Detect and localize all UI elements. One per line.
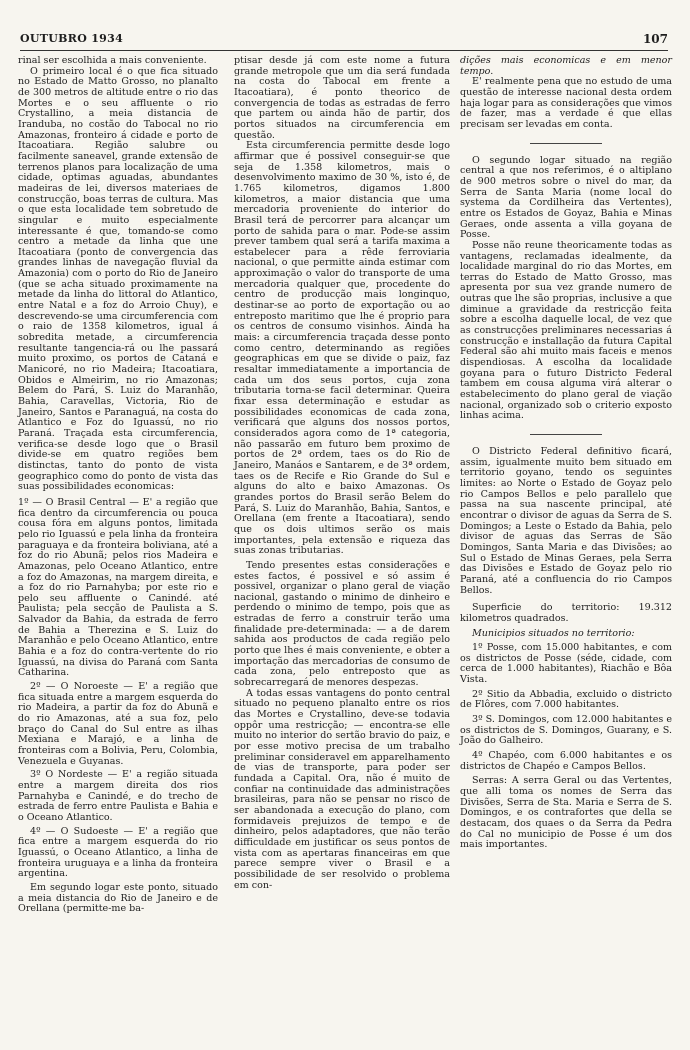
- paragraph: A todas essas vantagens do ponto central situado no pequeno planalto entre os rios das Mortes e Crystallino, deve-se todavia oppôr uma restricção; — encontra-se elle muito no interior do sertão bravio do paiz, e por esse motivo precisa de um trabalho preliminar consideravel em apparelhamento de vias de transporte, para poder ser fundada a Capital. Ora, não é muito de confiar na continuidade das administrações brasileiras, para não se pensar no risco de ser abandonada a execução do plano, com formidaveis prejuizos de tempo e de dinheiro, pelos adaptadores, que não terão difficuldade em justificar os seus pontos de vista com as apertaras financeiras em que parece sempre viver o Brasil e a possibilidade de ser resolvido o problema em con-: [234, 687, 450, 891]
- region-sudoeste: 4º — O Sudoeste — E' a região que fica entre a margem esquerda do rio Iguassú, o Oceano Atlantico, a linha de fronteira uruguaya e a linha da fronteira argentina.: [18, 825, 218, 880]
- municipio-posse: 1º Posse, com 15.000 habitantes, e com os districtos de Posse (séde, cidade, com cerca de 1.000 habitantes), Riachão e Bôa Vista.: [460, 642, 672, 686]
- paragraph: E' realmente pena que no estudo de uma questão de interesse nacional desta ordem haja logar para as considerações que vimos de fazer, mas a verdade é que ellas precisam ser levadas em conta.: [460, 76, 672, 130]
- serras-paragraph: Serras: A serra Geral ou das Vertentes, que alli toma os nomes de Serra das Divisões, Serra de Sta. Maria e Serra de S. Domingos, e os contrafortes que della se destacam, dos quaes o da Serra da Pedra do Cal no municipio de Posse é um dos mais importantes.: [460, 775, 672, 851]
- municipio-sao-domingos: 3º S. Domingos, com 12.000 habitantes e os districtos de S. Domingos, Guarany, e S. João do Galheiro.: [460, 714, 672, 747]
- region-noroeste: 2º — O Noroeste — E' a região que fica situada entre a margem esquerda do rio Madeira, a partir da foz do Abunã e do rio Amazonas, até a sua foz, pelo braço do Canal do Sul entre as ilhas Mexiana e Marajó, e a linha de fronteiras com a Bolivia, Peru, Colombia, Venezuela e Guyanas.: [18, 681, 218, 767]
- paragraph: Tendo presentes estas considerações e estes factos, é possivel e só assim é possivel, organizar o plano geral de viação nacional, gastando o minimo de dinheiro e perdendo o minimo de tempo, pois que as estradas de ferro a construir terão uma finalidade pre-determinada: — a de darem sahida aos productos de cada região pelo porto que lhes é mais conveniente, e obter a importação das mercadorias de consumo de cada zona, pelo entreposto que as sobrecarregará de menores despezas.: [234, 559, 450, 689]
- section-divider: [530, 143, 602, 144]
- running-header: [20, 30, 668, 51]
- paragraph: ptisar desde já com este nome a futura grande metropole que um dia será fundada na costa do Tabocal em frente a Itacoatiara), é ponto theorico de convergencia de todas as estradas de ferro que partem ou ainda hão de partir, dos portos situados na circumferencia em questão.: [234, 55, 450, 141]
- section-divider: [530, 434, 602, 435]
- paragraph: dições mais economicas e em menor tempo.: [460, 55, 672, 77]
- paragraph: Em segundo logar este ponto, situado a meia distancia do Rio de Janeiro e de Orellana (permitte-me ba-: [18, 881, 218, 915]
- paragraph: Esta circumferencia permitte desde logo affirmar que é possivel conseguir-se que seja de 1.358 kilometros, mais o desenvolvimento maximo de 30 %, isto é, de 1.765 kilometros, digamos 1.800 kilometros, a maior distancia que uma mercadoria proveniente do interior do Brasil terá de percorrer para alcançar um porto de sahida para o mar. Pode-se assim prever tambem qual será a tarifa maxima a estabelecer para a rêde ferroviaria nacional, o que permitte ainda estimar com approximação o valor do transporte de uma mercadoria qualquer que, procedente do centro de producção mais longinquo, destinar-se ao porto de exportação ou ao entreposto maritimo que lhe é proprio para os centros de consumo visinhos. Ainda ha mais: a circumferencia traçada desse ponto como centro, determinando as regiões geographicas em que se divide o paiz, faz resaltar immediatamente a importancia de cada um dos seus portos, cuja zona tributaria torna-se facil determinar. Queira fixar essa determinação e estudar as possibilidades economicas de cada zona, verificará que alguns dos nossos portos, considerados agora como de 1ª categoria, não passarão em futuro bem proximo de portos de 2ª ordem, taes os do Rio de Janeiro, Manáos e Santarem, e de 3ª ordem, taes os de Recife e Rio Grande do Sul e alguns do alto e baixo Amazonas. Os grandes portos do Brasil serão Belem do Pará, S. Luiz do Maranhão, Bahia, Santos, e Orellana (em frente a Itacoatiara), sendo que os dois ultimos serão os mais importantes, pela extensão e riqueza das suas zonas tributarias.: [234, 140, 450, 557]
- text-column-right: [460, 56, 672, 851]
- text-column-middle: [234, 56, 450, 891]
- issue-date: OUTUBRO 1934: [20, 32, 124, 45]
- municipio-chapeo: 4º Chapéo, com 6.000 habitantes e os districtos de Chapéo e Campos Bellos.: [460, 750, 672, 772]
- page-number: 107: [642, 32, 668, 46]
- municipio-sitio-abbadia: 2º Sitio da Abbadia, excluido o districto de Flôres, com 7.000 habitantes.: [460, 688, 672, 711]
- paragraph: rinal ser escolhida a mais conveniente.: [18, 55, 207, 66]
- text-column-left: [18, 56, 218, 915]
- paragraph: O primeiro local é o que fica situado no Estado de Matto Grosso, no planalto de 300 metros de altitude entre o rio das Mortes e o seu affluente o rio Crystallino, a meia distancia de Iranduba, no costão do Tabocal no rio Amazonas, fronteiro á cidade e porto de Itacoatiara. Região salubre ou facilmente saneavel, grande extensão de terrenos planos para localização de uma cidade, optimas aguadas, abundantes madeiras de lei, diversos materiaes de construcção, boas terras de cultura. Mas o que esta localidade tem sobretudo de singular e muito especialmente interessante é que, tomando-se como centro a metade da linha que une Itacoatiara (ponto de convergencia das grandes linhas de navegação fluvial da Amazonia) com o porto do Rio de Janeiro (que se acha situado proximamente na metade da linha do littoral do Atlantico, entre Natal e a foz do Arroio Chuy), e descrevendo-se uma circumferencia com o raio de 1358 kilometros, igual á sobredita metade, a circumferencia resultante tangencia-rá ou lhe passará muito proximo, os portos de Cataná e Manicoré, no rio Madeira; Itacoatiara, Obidos e Almeirim, no rio Amazonas; Belem do Pará, S. Luiz do Maranhão, Bahia, Caravellas, Victoria, Rio de Janeiro, Santos e Paranaguá, na costa do Atlantico e Foz do Iguassú, no rio Paraná. Traçada esta circumferencia, verifica-se desde logo que o Brasil divide-se em quatro regiões bem distinctas, tanto do ponto de vista geographico como do ponto de vista das suas possibilidades economicas:: [18, 65, 218, 493]
- region-brasil-central: 1º — O Brasil Central — E' a região que fica dentro da circumferencia ou pouca cousa fóra em alguns pontos, limitada pelo rio Iguassú e pela linha da fronteira paraguaya e da fronteira boliviana, até a foz do rio Abunã; pelos rios Madeira e Amazonas, pelo Oceano Atlantico, entre a foz do Amazonas, na margem direita, e a foz do rio Parnahyba; por este rio e pelo seu affluente o Canindé. até Paulista; pela secção de Paulista a S. Salvador da Bahia, da estrada de ferro de Bahia a Therezina e S. Luiz do Maranhão e pelo Oceano Atlantico, entre Bahia e a foz do contra-vertente do rio Iguassú, na divisa do Paraná com Santa Catharina.: [18, 496, 218, 679]
- paragraph: Posse não reune theoricamente todas as vantagens, reclamadas idealmente, da localidade marginal do rio das Mortes, em terras do Estado de Matto Grosso, mas apresenta por sua vez grande numero de outras que lhe são proprias, inclusive a que diminue a gravidade da restricção feita sobre a escolha daquelle local, de vez que as construcções preliminares necessarias á construcção e installação da futura Capital Federal são ahi muito mais faceis e menos dispendiosas. A escolha da localidade goyana para o futuro Districto Federal tambem em cousa alguma virá alterar o estabelecimento do plano geral de viação nacional, organizado sob o criterio exposto linhas acima.: [460, 239, 672, 422]
- region-nordeste: 3º O Nordeste — E' a região situada entre a margem direita dos rios Parnahyba e Canindé, e do trecho de estrada de ferro entre Paulista e Bahia e o Oceano Atlantico.: [18, 769, 218, 823]
- municipios-heading: Municipios situados no territorio:: [472, 627, 635, 639]
- territory-area: Superficie do territorio: 19.312 kilometros quadrados.: [460, 602, 672, 624]
- paragraph: O Districto Federal definitivo ficará, assim, igualmente muito bem situado em territorio goyano, tendo os seguintes limites: ao Norte o Estado de Goyaz pelo rio Campos Bellos e pelo parallelo que passa na sua nascente principal, até encontrar o divisor de aguas da Serra de S. Domingos; a Leste o Estado da Bahia, pelo divisor de aguas das Serras de São Domingos, Santa Maria e das Divisões; ao Sul o Estado de Minas Geraes, pela Serra das Divisões e Estado de Goyaz pelo rio Paraná, até a confluencia do rio Campos Bellos.: [460, 446, 672, 596]
- paragraph: O segundo logar situado na região central a que nos referimos, é o altiplano de 900 metros sobre o nivel do mar, da Serra de Santa Maria (nome local do systema da Cordilheira das Vertentes), entre os Estados de Goyaz, Bahia e Minas Geraes, onde assenta a villa goyana de Posse.: [460, 154, 672, 241]
